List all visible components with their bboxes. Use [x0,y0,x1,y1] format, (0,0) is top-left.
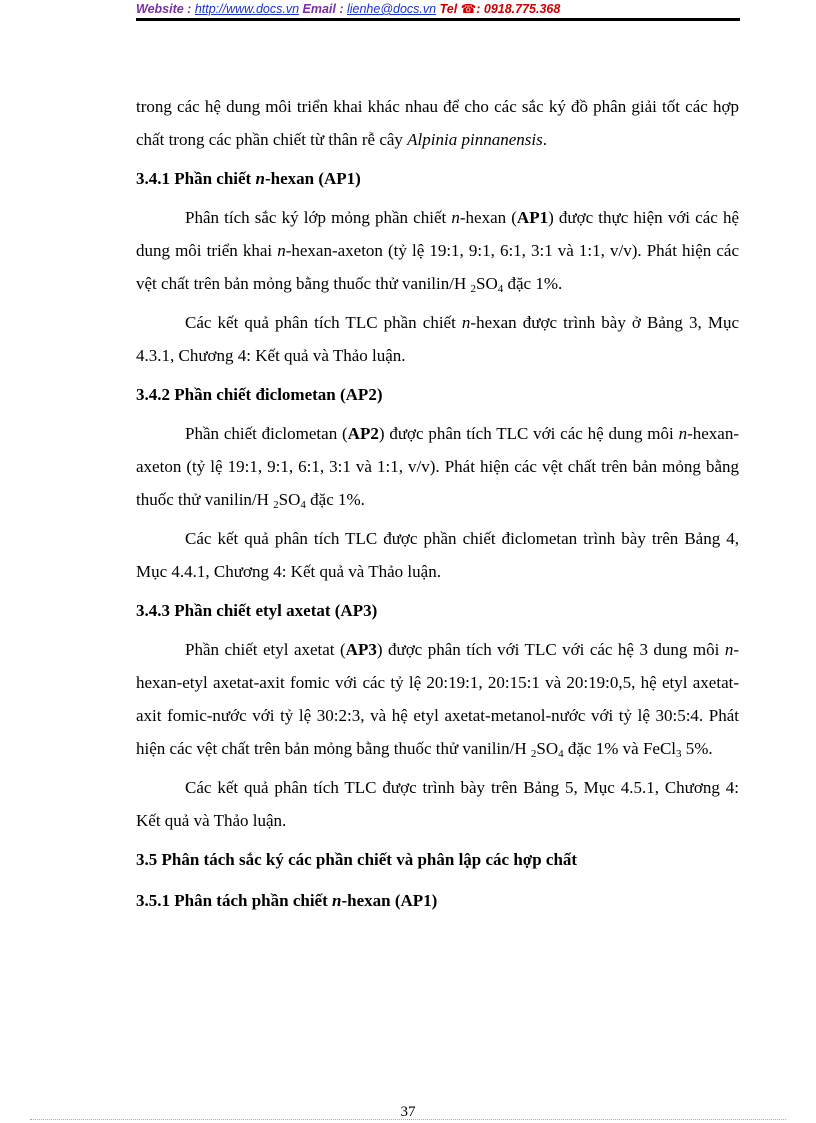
paragraph-3-4-2-b: Các kết quả phân tích TLC được phần chiết điclometan trình bày trên Bảng 4, Mục 4.4.1, Chương 4: Kết quả và Thảo luận. [136,529,739,581]
header-rule [136,18,740,21]
paragraph-3-4-3-b: Các kết quả phân tích TLC được trình bày trên Bảng 5, Mục 4.5.1, Chương 4: Kết quả và Thảo luận. [136,778,739,830]
tel-label: Tel [436,2,461,16]
website-label: Website : [136,2,195,16]
header-contact [136,1,560,16]
email-label: Email : [299,2,347,16]
species-name: Alpinia pinnanensis [407,130,543,149]
paragraph-3-4-3-a: Phần chiết etyl axetat (AP3) được phân tích với TLC với các hệ 3 dung môi n-hexan-etyl axetat-axit fomic với các tỷ lệ 20:19:1, 20:15:1 và 20:19:0,5, hệ etyl axetat-axit fomic-nước với tỷ lệ 30:2:3, và hệ etyl axetat-metanol-nước với tỷ lệ 30:5:4. Phát hiện các vệt chất trên bản mỏng bằng thuốc thử vanilin/H $_2SO_4$ đặc 1% và FeCl$_3$ 5%. [136,640,739,760]
section-heading-3-4-2: 3.4.2 Phần chiết điclometan (AP2) [136,385,383,404]
section-heading-3-5: 3.5 Phân tách sắc ký các phần chiết và phân lập các hợp chất [136,850,578,869]
document-body [136,90,739,917]
website-link[interactable]: http://www.docs.vn [194,2,300,16]
page-header [136,0,740,24]
page-number: 37 [400,1104,416,1120]
paragraph-3-4-2-a: Phần chiết điclometan (AP2) được phân tích TLC với các hệ dung môi n-hexan-axeton (tỷ lệ 19:1, 9:1, 6:1, 3:1 và 1:1, v/v). Phát hiện các vệt chất trên bản mỏng bằng thuốc thử vanilin/H $_2SO_4$ đặc 1%. [136,424,739,511]
paragraph-3-4-1-b: Các kết quả phân tích TLC phần chiết n-hexan được trình bày ở Bảng 3, Mục 4.3.1, Chương 4: Kết quả và Thảo luận. [136,313,739,365]
tel-value: : 0918.775.368 [476,2,561,16]
section-heading-3-5-1: 3.5.1 Phân tách phần chiết n-hexan (AP1) [136,891,438,910]
email-link[interactable]: lienhe@docs.vn [346,2,437,16]
phone-icon: ☎ [460,2,477,16]
section-heading-3-4-1: 3.4.1 Phần chiết n-hexan (AP1) [136,169,361,188]
section-heading-3-4-3: 3.4.3 Phần chiết etyl axetat (AP3) [136,601,378,620]
footer-rule [30,1119,786,1120]
intro-paragraph: trong các hệ dung môi triển khai khác nhau để cho các sắc ký đồ phân giải tốt các hợp chất trong các phần chiết từ thân rễ cây Alpinia pinnanensis. [136,97,739,149]
paragraph-3-4-1-a: Phân tích sắc ký lớp mỏng phần chiết n-hexan (AP1) được thực hiện với các hệ dung môi triển khai n-hexan-axeton (tỷ lệ 19:1, 9:1, 6:1, 3:1 và 1:1, v/v). Phát hiện các vệt chất trên bản mỏng bằng thuốc thử vanilin/H $_2SO_4$ đặc 1%. [136,208,739,295]
